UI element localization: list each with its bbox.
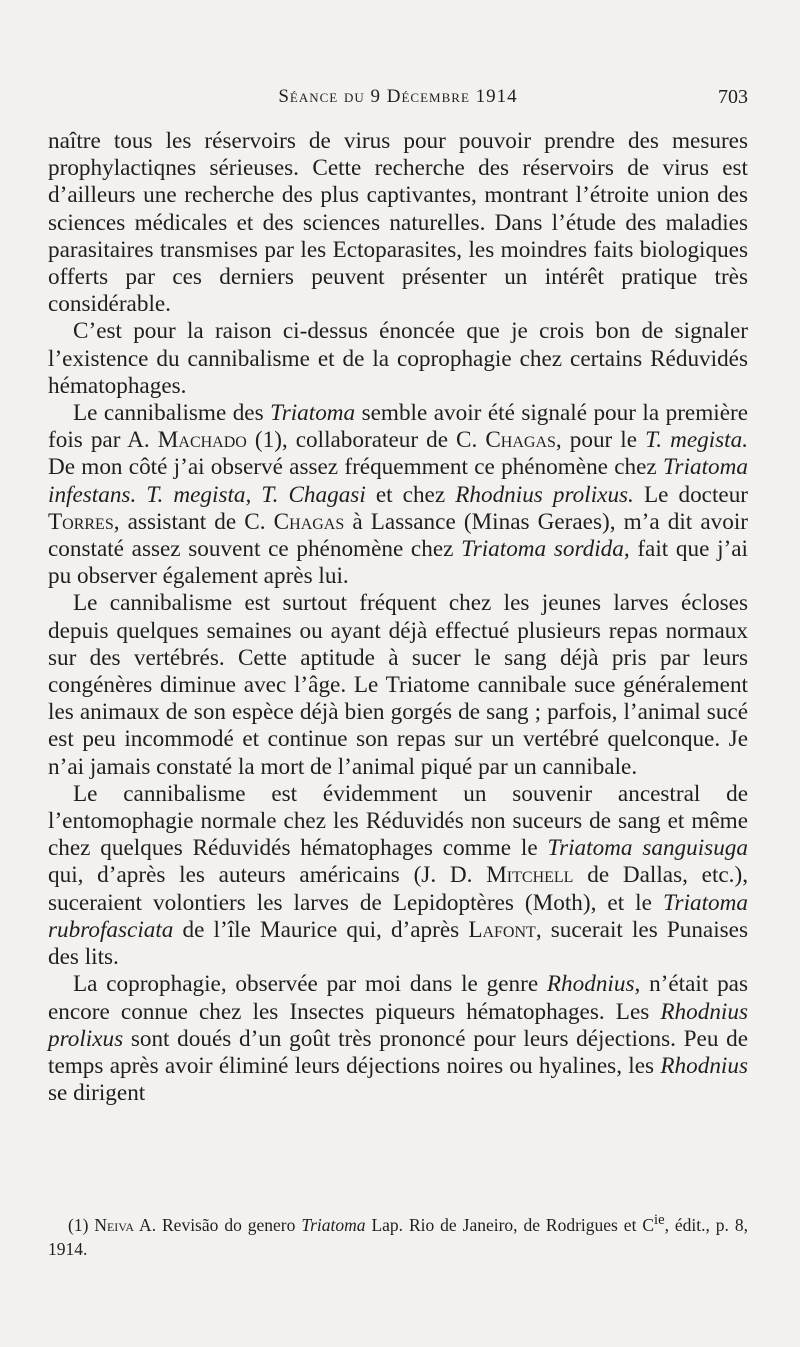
text-run: à Lassance (Minas Geraes), m’a dit avoir constaté assez souvent ce phénomène chez (48, 508, 748, 563)
author-name: Torres (48, 508, 114, 535)
text-run: La coprophagie, observée par moi dans le genre (73, 971, 547, 998)
author-name: Neiva (94, 1214, 135, 1235)
text-run: se dirigent (48, 1080, 146, 1107)
running-head (48, 86, 748, 116)
text-run: , édit., p. 8, 1914. (48, 1214, 748, 1259)
text-run: semble avoir été signalé pour la première fois par A. (48, 400, 748, 454)
text-run: , n’était pas encore connue chez les Insectes piqueurs hématophages. Les (48, 971, 748, 1025)
text-run: de Dallas, etc.), suceraient volontiers les larves de Lepidoptères (Moth), et le (48, 862, 748, 916)
italic-text: Triatoma sanguisuga (547, 835, 748, 862)
running-title: Séance du 9 Décembre 1914 (278, 86, 518, 107)
author-name: Chagas (485, 427, 556, 454)
text-run: qui, d’après les auteurs américains (J. D. (48, 862, 487, 889)
text-run: de l’île Maurice qui, d’après (173, 916, 469, 943)
text-run: Le cannibalisme des (73, 400, 271, 427)
text-run: (1) (68, 1214, 95, 1235)
italic-text: T. megista. (645, 427, 748, 454)
author-name: Chagas (273, 508, 345, 535)
text-run: et chez (365, 481, 456, 508)
page-number: 703 (718, 86, 748, 108)
text-run: Le cannibalisme est évidemment un souvenir ancestral de l’entomophagie normale chez les Réduvidés non suceurs de sang et même chez quelques Réduvidés hématophages comme le (48, 780, 748, 862)
text-run: , fait que j’ai pu observer également après lui. (48, 536, 748, 590)
italic-text: Rhodnius prolixus. (455, 481, 634, 508)
author-name: Mitchell (486, 862, 574, 889)
paragraph (48, 318, 748, 400)
italic-text: Triatoma (270, 400, 356, 427)
text-run: De mon côté j’ai observé assez fréquemment ce phénomène chez (48, 454, 663, 481)
paragraph (48, 400, 748, 590)
text-run: Le cannibalisme est surtout fréquent chez les jeunes larves écloses depuis quelques semaines ou ayant déjà effectué plusieurs repas normaux sur des vertébrés. Cette aptitude à sucer le sang déjà pris par leurs congénères diminue avec l’âge. Le Triatome cannibale suce généralement les animaux de son espèce déjà bien gorgés de sang ; parfois, l’animal sucé est peu incommodé et continue son repas sur un vertébré quelconque. Je n’ai jamais constaté la mort de l’animal piqué par un cannibale. (48, 590, 748, 780)
text-run: ie (654, 1212, 665, 1228)
author-name: Machado (157, 427, 247, 454)
italic-text: Triatoma infestans. T. megista, T. Chagasi (48, 454, 748, 508)
text-run: sont doués d’un goût très prononcé pour leurs déjections. Peu de temps après avoir éliminé leurs déjections noires ou hyalines, les (48, 1025, 748, 1079)
italic-text: Triatoma (301, 1214, 366, 1235)
footnote (48, 1208, 748, 1261)
text-run: (1), collaborateur de C. (246, 427, 486, 454)
paragraph (48, 781, 748, 971)
text-run: naître tous les réservoirs de virus pour pouvoir prendre des mesures prophylactiqnes sérieuses. Cette recherche des réservoirs de virus est d’ailleurs une recherche des plus captivantes, montrant l’étroite union des sciences médicales et des sciences naturelles. Dans l’étude des maladies parasitaires transmises par les Ectoparasites, les moindres faits biologiques offerts par ces derniers peuvent présenter un intérêt pratique très considérable. (48, 128, 748, 318)
text-run: , assistant de C. (113, 508, 274, 535)
author-name: Lafont (468, 916, 536, 943)
text-run: Lap. Rio de Janeiro, de Rodrigues et C (365, 1214, 655, 1235)
text-run: , pour le (555, 427, 646, 454)
text-run: C’est pour la raison ci-dessus énoncée que je crois bon de signaler l’existence du cannibalisme et de la coprophagie chez certains Réduvidés hématophages. (48, 318, 748, 399)
text-run: , sucerait les Punaises des lits. (48, 916, 749, 971)
italic-text: Triatoma rubrofasciata (48, 889, 748, 943)
paragraph (48, 128, 748, 318)
italic-text: Rhodnius prolixus (48, 998, 748, 1052)
italic-text: Rhodnius (546, 971, 635, 998)
body-text (48, 128, 748, 1107)
text-run: A. Revisão do genero (134, 1214, 302, 1235)
text-run: Le docteur (633, 481, 749, 508)
paragraph (48, 590, 748, 780)
italic-text: Rhodnius (660, 1052, 748, 1079)
italic-text: Triatoma sordida (461, 536, 624, 563)
paragraph (48, 971, 748, 1107)
